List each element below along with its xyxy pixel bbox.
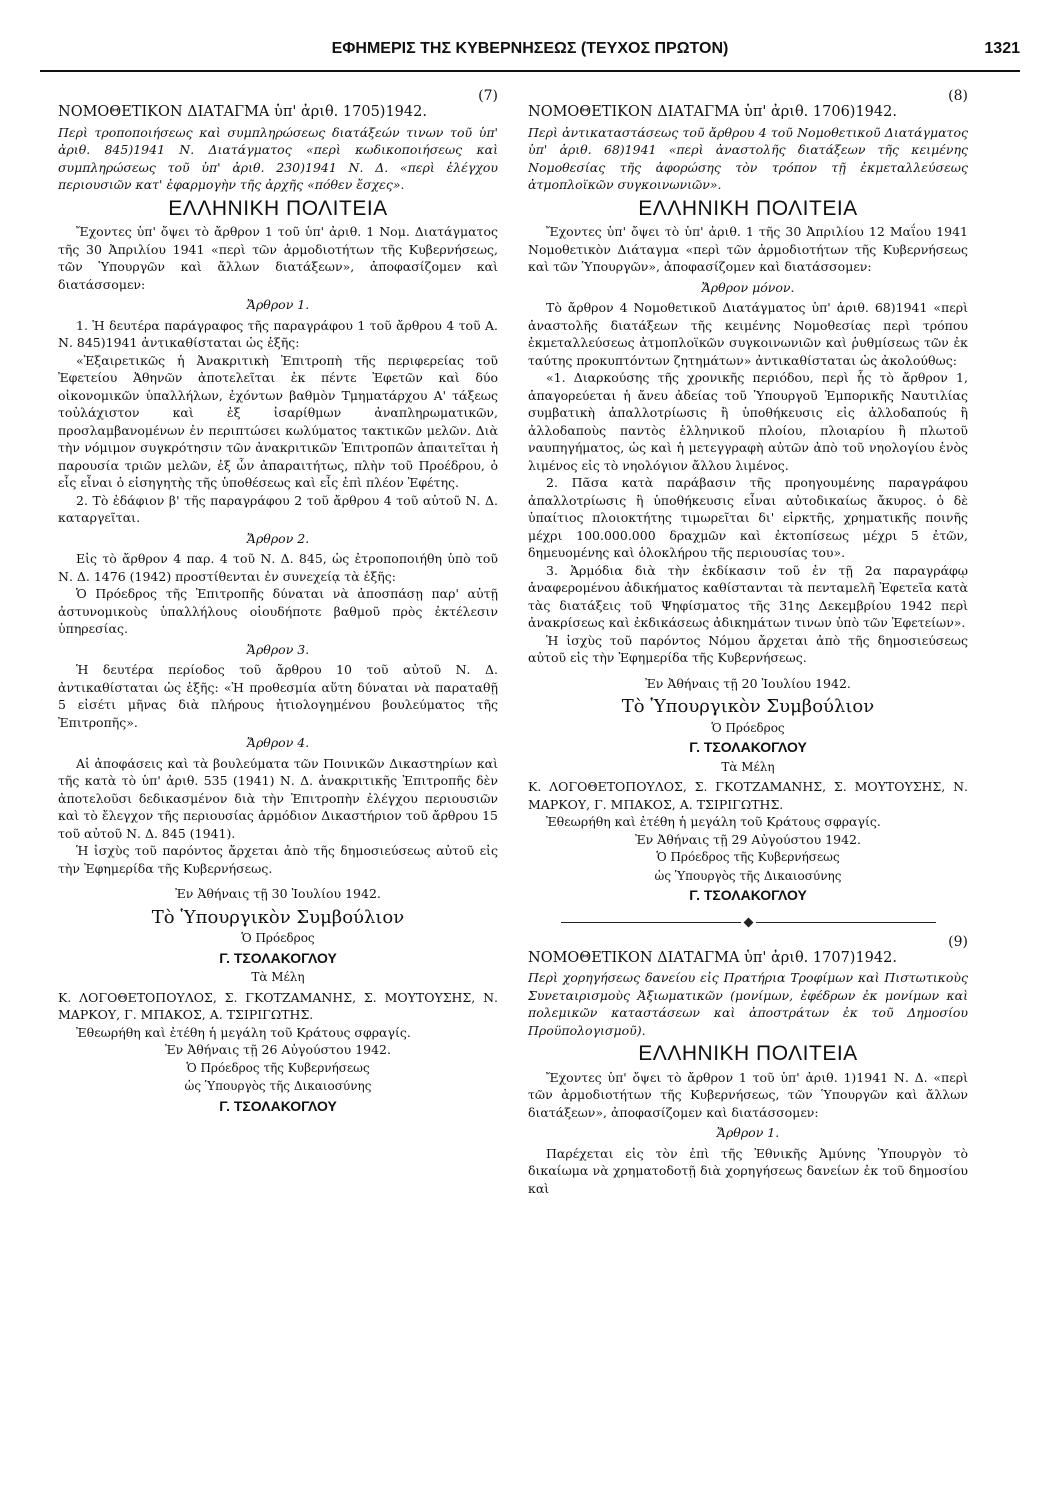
president-label: Ὁ Πρόεδρος [241, 931, 315, 945]
members-list: Κ. ΛΟΓΟΘΕΤΟΠΟΥΛΟΣ, Σ. ΓΚΟΤΖΑΜΑΝΗΣ, Σ. ΜΟΥΤΟΥΣΗΣ, Ν. ΜΑΡΚΟΥ, Γ. ΜΠΑΚΟΣ, Α. ΤΣΙΡΙΓΩΤΗΣ. [58, 989, 498, 1022]
article-title: Ἄρθρον 2. [246, 530, 310, 546]
paragraph: 3. Ἁρμόδια διὰ τὴν ἐκδίκασιν τοῦ ἐν τῇ 2α παραγράφῳ ἀναφερομένου ἀδικήματος καθίστανται τὰ πενταμελῆ Ἐφετεῖα κατὰ τὰς διατάξεις τοῦ Ψηφίσματος τῆς 31ης Δεκεμβρίου 1942 περὶ ἀνακρίσεως καὶ ἐκδικάσεως ἀδικημάτων τινων ὑπὸ τῶν Ἐφετείων». [528, 562, 968, 630]
article-title: Ἄρθρον 4. [246, 735, 310, 750]
justice-role: ὡς Ὑπουργὸς τῆς Δικαιοσύνης [184, 1079, 372, 1093]
signing-date: Ἐν Ἀθήναις τῇ 30 Ἰουλίου 1942. [175, 886, 381, 901]
pm-role: Ὁ Πρόεδρος τῆς Κυβερνήσεως [186, 1060, 370, 1075]
president-label: Ὁ Πρόεδρος [711, 720, 785, 735]
members-label: Τὰ Μέλη [251, 970, 305, 984]
seal-date: Ἐν Ἀθήναις τῇ 29 Αὐγούστου 1942. [634, 831, 861, 847]
preamble: Ἔχοντες ὑπ' ὄψει τὸ ὑπ' ἀριθ. 1 τῆς 30 Ἀπριλίου 12 Μαΐου 1941 Νομοθετικὸν Διάταγμα «περὶ τῶν ἁρμοδιοτήτων τῆς Κυβερνήσεως καὶ τῶν Ὑπουργῶν», ἀποφασίζομεν καὶ διατάσσομεν: [528, 224, 968, 274]
article-title: Ἄρθρον 3. [246, 641, 310, 657]
members-list: Κ. ΛΟΓΟΘΕΤΟΠΟΥΛΟΣ, Σ. ΓΚΟΤΖΑΜΑΝΗΣ, Σ. ΜΟΥΤΟΥΣΗΣ, Ν. ΜΑΡΚΟΥ, Γ. ΜΠΑΚΟΣ, Α. ΤΣΙΡΙΓΩΤΗΣ. [528, 779, 968, 812]
state-title: ΕΛΛΗΝΙΚΗ ΠΟΛΙΤΕΙΑ [638, 1042, 858, 1065]
seal-statement: Ἐθεωρήθη καὶ ἐτέθη ἡ μεγάλη τοῦ Κράτους σφραγίς. [546, 814, 881, 829]
decree-number: (8) [948, 88, 968, 104]
separator-line [756, 922, 936, 923]
decree-subject: Περὶ τροποποιήσεως καὶ συμπληρώσεως διατάξεών τινων τοῦ ὑπ' ἀριθ. 845)1941 Ν. Διατάγματος «περὶ κωδικοποιήσεως καὶ συμπληρώσεως τοῦ ὑπ' ἀριθ. 230)1941 Ν. Δ. «περὶ ἐλέγχου περιουσιῶν κατ' ἐφαρμογὴν τῆς ἀρχῆς «πόθεν ἔσχες». [58, 124, 498, 192]
paragraph: Αἱ ἀποφάσεις καὶ τὰ βουλεύματα τῶν Ποινικῶν Δικαστηρίων καὶ τῆς κατὰ τὸ ὑπ' ἀριθ. 535 (1941) Ν. Δ. ἀνακριτικῆς Ἐπιτροπῆς δὲν ἀποτελοῦσι δεδικασμένον διὰ τὴν Ἐπιτροπὴν ἐλέγχου περιουσιῶν καὶ τὸ ἔλεγχον τῆς περιουσίας ἁρμόδιον Δικαστήριον τοῦ ἄρθρου 15 τοῦ αὐτοῦ Ν. Δ. 845 (1941). [58, 755, 498, 841]
seal-date: Ἐν Ἀθήναις τῇ 26 Αὐγούστου 1942. [164, 1042, 391, 1057]
paragraph: 2. Πᾶσα κατὰ παράβασιν τῆς προηγουμένης παραγράφου ἀπαλλοτρίωσις ἢ ὑποθήκευσις εἶναι αὐτοδικαίως ἄκυρος. ὁ δὲ ὑπαίτιος πλοιοκτήτης τιμωρεῖται δι' εἰρκτῆς, χρηματικῆς ποινῆς μέχρι 100.000.000 δραχμῶν καὶ ἐκτοπίσεως μέχρι 5 ἐτῶν, δημευομένης καὶ ὁλοκλήρου τῆς περιουσίας του». [528, 475, 968, 560]
pm-name: Γ. ΤΣΟΛΑΚΟΓΛΟΥ [219, 949, 337, 966]
decree-number: (9) [948, 933, 968, 950]
decree-heading: ΝΟΜΟΘΕΤΙΚΟΝ ΔΙΑΤΑΓΜΑ ὑπ' ἀριθ. 1707)1942. [528, 949, 897, 966]
article-title: Ἄρθρον μόνον. [701, 279, 795, 295]
paragraph: Ἡ δευτέρα περίοδος τοῦ ἄρθρου 10 τοῦ αὐτοῦ Ν. Δ. ἀντικαθίσταται ὡς ἑξῆς: «Ἡ προθεσμία αὕτη δύναται νὰ παραταθῇ 5 εἰσέτι μῆνας διὰ πλήρους ἠτιολογημένου βουλεύματος τῆς Ἐπιτροπῆς». [58, 662, 498, 730]
signing-date: Ἐν Ἀθήναις τῇ 20 Ἰουλίου 1942. [645, 675, 851, 691]
paragraph: 2. Τὸ ἐδάφιον β' τῆς παραγράφου 2 τοῦ ἄρθρου 4 τοῦ αὐτοῦ Ν. Δ. καταργεῖται. [58, 492, 498, 525]
separator-diamond-icon [743, 917, 753, 927]
state-title: ΕΛΛΗΝΙΚΗ ΠΟΛΙΤΕΙΑ [168, 196, 388, 220]
paragraph: Τὸ ἄρθρον 4 Νομοθετικοῦ Διατάγματος ὑπ' ἀριθ. 68)1941 «περὶ ἀναστολῆς διατάξεων τῆς κειμένης Νομοθεσίας περὶ τρόπου ἐκμεταλλεύσεως ἀτμοπλοϊκῶν συγκοινωνιῶν καὶ ῥυθμίσεως τῶν ἐκ ταύτης προκυπτόντων ζητημάτων» ἀντικαθίσταται ὡς ἀκολούθως: [528, 300, 968, 368]
separator-line [561, 922, 741, 923]
paragraph: 1. Ἡ δευτέρα παράγραφος τῆς παραγράφου 1 τοῦ ἄρθρου 4 τοῦ Α. Ν. 845)1941 ἀντικαθίσταται ὡς ἑξῆς: [58, 317, 498, 350]
decree-heading: ΝΟΜΟΘΕΤΙΚΟΝ ΔΙΑΤΑΓΜΑ ὑπ' ἀριθ. 1706)1942. [528, 104, 897, 120]
left-column [58, 88, 498, 1117]
preamble: Ἔχοντες ὑπ' ὄψει τὸ ἄρθρον 1 τοῦ ὑπ' ἀριθ. 1 Νομ. Διατάγματος τῆς 30 Ἀπριλίου 1941 «περὶ τῶν ἁρμοδιοτήτων τῆς Κυβερνήσεως, τῶν Ὑπουργῶν καὶ ἄλλων διατάξεων», ἀποφασίζομεν καὶ διατάσσομεν: [58, 224, 498, 292]
decree-heading: ΝΟΜΟΘΕΤΙΚΟΝ ΔΙΑΤΑΓΜΑ ὑπ' ἀριθ. 1705)1942. [58, 104, 427, 120]
council-title: Τὸ Ὑπουργικὸν Συμβούλιον [151, 906, 405, 928]
article-title: Ἄρθρον 1. [716, 1125, 780, 1140]
preamble: Ἔχοντες ὑπ' ὄψει τὸ ἄρθρον 1 τοῦ ὑπ' ἀριθ. 1)1941 Ν. Δ. «περὶ τῶν ἁρμοδιοτήτων τῆς Κυβερνήσεως, τῶν Ὑπουργῶν καὶ ἄλλων διατάξεων», ἀποφασίζομεν καὶ διατάσσομεν: [528, 1069, 968, 1120]
decree-number: (7) [478, 88, 498, 104]
paragraph: Ἡ ἰσχὺς τοῦ παρόντος Νόμου ἄρχεται ἀπὸ τῆς δημοσιεύσεως αὐτοῦ εἰς τὴν Ἐφημερίδα τῆς Κυβερνήσεως. [528, 632, 968, 665]
paragraph: Εἰς τὸ ἄρθρον 4 παρ. 4 τοῦ Ν. Δ. 845, ὡς ἐτροποποιήθη ὑπὸ τοῦ Ν. Δ. 1476 (1942) προστίθενται ἐν συνεχείᾳ τὰ ἑξῆς: [58, 551, 498, 584]
justice-role: ὡς Ὑπουργὸς τῆς Δικαιοσύνης [654, 868, 842, 883]
page-header [40, 30, 1020, 72]
decree-subject: Περὶ ἀντικαταστάσεως τοῦ ἄρθρου 4 τοῦ Νομοθετικοῦ Διατάγματος ὑπ' ἀριθ. 68)1941 «περὶ ἀναστολῆς διατάξεων τῆς κειμένης Νομοθεσίας τῆς ἀφορώσης τὸν τρόπον τῇ ἐκμεταλλεύσεως ἀτμοπλοϊκῶν συγκοινωνιῶν». [528, 124, 968, 192]
paragraph: Παρέχεται εἰς τὸν ἐπὶ τῆς Ἐθνικῆς Ἀμύνης Ὑπουργὸν τὸ δικαίωμα νὰ χρηματοδοτῇ διὰ χορηγήσεως δανείων ἐκ τοῦ δημοσίου καὶ [528, 1145, 968, 1196]
paragraph: Ἡ ἰσχὺς τοῦ παρόντος ἄρχεται ἀπὸ τῆς δημοσιεύσεως αὐτοῦ εἰς τὴν Ἐφημερίδα τῆς Κυβερνήσεως. [58, 843, 498, 876]
seal-statement: Ἐθεωρήθη καὶ ἐτέθη ἡ μεγάλη τοῦ Κράτους σφραγίς. [76, 1024, 411, 1040]
paragraph: Ὁ Πρόεδρος τῆς Ἐπιτροπῆς δύναται νὰ ἀποσπάσῃ παρ' αὐτῇ ἀστυνομικοὺς ὑπαλλήλους οἱουδήποτε βαθμοῦ πρὸς ἐκτέλεσιν ὑπηρεσίας. [58, 586, 498, 636]
decree-subject: Περὶ χορηγήσεως δανείου εἰς Πρατήρια Τροφίμων καὶ Πιστωτικοὺς Συνεταιρισμοὺς Ἀξιωματικῶν (μονίμων, ἐφέδρων ἐκ μονίμων καὶ πολεμικῶν καταστάσεων καὶ ἀποστράτων ἐκ τοῦ Δημοσίου Προϋπολογισμοῦ). [528, 970, 968, 1038]
right-column [528, 88, 968, 1197]
pm-name-second: Γ. ΤΣΟΛΑΚΟΓΛΟΥ [689, 887, 807, 903]
paragraph: «Ἐξαιρετικῶς ἡ Ἀνακριτικὴ Ἐπιτροπὴ τῆς περιφερείας τοῦ Ἐφετείου Ἀθηνῶν ἀποτελεῖται ἐκ πέντε Ἐφετῶν καὶ δύο οἰκονομικῶν ὑπαλλήλων, ἐχόντων βαθμὸν Τμηματάρχου Α' τάξεως τοὐλάχιστον καὶ ἐξ ἰσαρίθμων ἀναπληρωματικῶν, προσλαμβανομένων ἐν περιπτώσει κωλύματος τακτικῶν μελῶν. Διὰ τὴν νόμιμον συγκρότησιν τῶν ἀνακριτικῶν Ἐπιτροπῶν ἀπαιτεῖται ἡ παρουσία τριῶν μελῶν, ἐξ ὧν ἀπαραιτήτως, πλὴν τοῦ Προέδρου, ὁ εἷς εἶναι ὁ εἰσηγητὴς τῆς ὑποθέσεως καὶ εἷς ἐπὶ πλέον Ἐφέτης. [58, 352, 498, 490]
pm-name: Γ. ΤΣΟΛΑΚΟΓΛΟΥ [689, 739, 807, 755]
paragraph: «1. Διαρκούσης τῆς χρονικῆς περιόδου, περὶ ἧς τὸ ἄρθρον 1, ἀπαγορεύεται ἡ ἄνευ ἀδείας τοῦ Ὑπουργοῦ Ἐμπορικῆς Ναυτιλίας συμβατικὴ ἀπαλλοτρίωσις ἢ ὑποθήκευσις εἰς ἀλλοδαπούς ἢ ἀλλοδαποὺς παντὸς ἑλληνικοῦ πλοίου, πλοιαρίου ἢ πλωτοῦ ναυπηγήματος, ὡς καὶ ἡ μετεγγραφὴ αὐτῶν ἀπὸ τοῦ νηολογίου ἑνὸς λιμένος εἰς τὸ νηολόγιον ἄλλου λιμένος. [528, 370, 968, 473]
page-number: 1321 [984, 40, 1020, 57]
pm-role: Ὁ Πρόεδρος τῆς Κυβερνήσεως [656, 850, 840, 864]
members-label: Τὰ Μέλη [721, 759, 775, 774]
state-title: ΕΛΛΗΝΙΚΗ ΠΟΛΙΤΕΙΑ [638, 196, 858, 220]
pm-name-second: Γ. ΤΣΟΛΑΚΟΓΛΟΥ [219, 1097, 337, 1114]
article-title: Ἄρθρον 1. [246, 297, 310, 312]
council-title: Τὸ Ὑπουργικὸν Συμβούλιον [621, 696, 875, 717]
gazette-title: ΕΦΗΜΕΡΙΣ ΤΗΣ ΚΥΒΕΡΝΗΣΕΩΣ (ΤΕΥΧΟΣ ΠΡΩΤΟΝ) [331, 40, 729, 57]
section-separator [528, 919, 968, 926]
